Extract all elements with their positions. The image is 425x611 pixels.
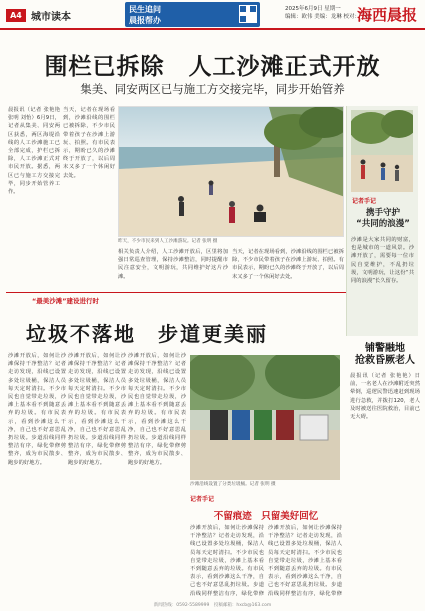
side-story-title [350, 343, 420, 367]
issue-date-text: 2025年6月9日 星期一 [285, 6, 341, 12]
editor-credits: 编辑：欧伟 美编：龙琳 校对：王怡 [285, 14, 371, 20]
section-quote-title: 不留痕迹 只留美好回忆 [213, 511, 319, 522]
beach-photo-caption: 昨天，不少市民来到人工沙滩游玩。记者 张明 摄 [118, 239, 218, 244]
trash-bins-caption: 沙滩沿线设置了分类垃圾桶。记者 张明 摄 [190, 482, 276, 487]
beach-photo [118, 106, 344, 237]
article-column-2: 当天，记者在现场看到，沙滩沿线的围栏已被拆除，不少市民带着孩子在沙滩上游玩、拍照。有市民表示，期盼已久的沙滩终于开放了，以后周末又多了一个休闲好去处。 [63, 107, 115, 179]
beach-photo-graphic [119, 107, 344, 237]
reporter-note-text: 沙滩是大家共同的财富，也是城市的一道风景。沙滩开放了，需要每一位市民自觉维护，不乱扔垃圾，文明游玩，让这份“共同的浪漫”长久留存。 [351, 237, 414, 285]
beach-walkway-photo [351, 110, 413, 192]
newspaper-logo: 海西晨报 [356, 6, 417, 24]
reporter-note-title-text: 携手守护 “共同的浪漫” [356, 208, 410, 229]
trash-bins-graphic [190, 355, 340, 480]
page-subheadline: 集美、同安两区已与施工方交接完毕，同步开始管养 [80, 82, 345, 96]
reporter-note-tag: 记者手记 [352, 198, 377, 205]
promo-line-2: 晨报帮办 [129, 16, 161, 25]
section-note-tag: 记者手记 [190, 496, 215, 503]
page-header [0, 0, 425, 30]
promo-line-1: 民生追问 [129, 5, 161, 14]
section-column-2: 沙滩开放后，如何让沙滩保持干净整洁？记者走访发现，沿线已设置多处垃圾桶，保洁人员每天定时清扫。不少市民也自觉带走垃圾，沙滩上基本看不到随意丢弃的垃圾。有市民表示，看到沙滩这么干净，自己也不好意思乱扔垃圾。步道沿线同样整洁有序，绿化带修剪整齐，成为市民散步、跑步的好地方。 [68, 353, 126, 466]
article-column-1: 晨报讯（记者 张艳艳 张明 刘怡）6月9日，记者从集美、同安两区获悉，两区海堤沿线的人工沙滩施工已全部完成，护栏已拆除，人工沙滩正式对市民开放。据悉，两区已与施工方交接完毕，同步开始管养工作。 [8, 107, 60, 196]
page-headline: 围栏已拆除 人工沙滩正式开放 [44, 54, 381, 80]
beach-walkway-graphic [351, 110, 413, 192]
section-column-1: 沙滩开放后，如何让沙滩保持干净整洁？记者走访发现，沿线已设置多处垃圾桶，保洁人员每天定时清扫。不少市民也自觉带走垃圾，沙滩上基本看不到随意丢弃的垃圾。有市民表示，看到沙滩这么干净，自己也不好意思乱扔垃圾。步道沿线同样整洁有序，绿化带修剪整齐，成为市民散步、跑步的好地方。 [8, 353, 66, 466]
side-story-text: 晨报讯（记者 张艳艳）日前，一名老人在沙滩附近突然晕倒，巡逻民警迅速赶到现场进行急救，并拨打120，老人及时被送往医院救治，目前已无大碍。 [350, 373, 420, 421]
trash-bins-photo [190, 355, 340, 480]
section-quote-col-1: 沙滩开放后，如何让沙滩保持干净整洁？记者走访发现，沿线已设置多处垃圾桶，保洁人员每天定时清扫。不少市民也自觉带走垃圾，沙滩上基本看不到随意丢弃的垃圾。有市民表示，看到沙滩这么干净，自己也不好意思乱扔垃圾。步道沿线同样整洁有序，绿化带修 [190, 525, 264, 596]
article-column-4: 当天，记者在现场看到，沙滩沿线的围栏已被拆除，不少市民带着孩子在沙滩上游玩、拍照。有市民表示，期盼已久的沙滩终于开放了，以后周末又多了一个休闲好去处。 [232, 249, 344, 280]
page-number-badge: A4 [6, 9, 26, 22]
section-divider [6, 292, 346, 293]
section-column-3: 沙滩开放后，如何让沙滩保持干净整洁？记者走访发现，沿线已设置多处垃圾桶，保洁人员每天定时清扫。不少市民也自觉带走垃圾，沙滩上基本看不到随意丢弃的垃圾。有市民表示，看到沙滩这么干净，自己也不好意思乱扔垃圾。步道沿线同样整洁有序，绿化带修剪整齐，成为市民散步、跑步的好地方。 [128, 353, 186, 466]
section-quote-col-2: 沙滩开放后，如何让沙滩保持干净整洁？记者走访发现，沿线已设置多处垃圾桶，保洁人员每天定时清扫。不少市民也自觉带走垃圾，沙滩上基本看不到随意丢弃的垃圾。有市民表示，看到沙滩这么干净，自己也不好意思乱扔垃圾。步道沿线同样整洁有序，绿化带修 [268, 525, 342, 596]
page-footer: 新闻热线：0592-5589999 投稿邮箱：hxcb@163.com [153, 603, 272, 608]
section-tag: “最美沙滩”建设进行时 [32, 297, 100, 305]
reporter-note-title [350, 208, 416, 230]
section-headline: 垃圾不落地 步道更美丽 [26, 322, 268, 346]
side-story-title-text: 铺警融地 抢救昏厥老人 [355, 343, 415, 366]
qr-code-icon [239, 5, 257, 23]
article-column-3: 相关负责人介绍，人工沙滩开放后，区里将加强日常巡查管理，保持沙滩整洁，同时提醒市民注意安全，文明游玩，共同维护好这片沙滩。 [118, 249, 228, 280]
promo-banner[interactable] [125, 2, 260, 27]
section-name: 城市读本 [31, 12, 71, 23]
